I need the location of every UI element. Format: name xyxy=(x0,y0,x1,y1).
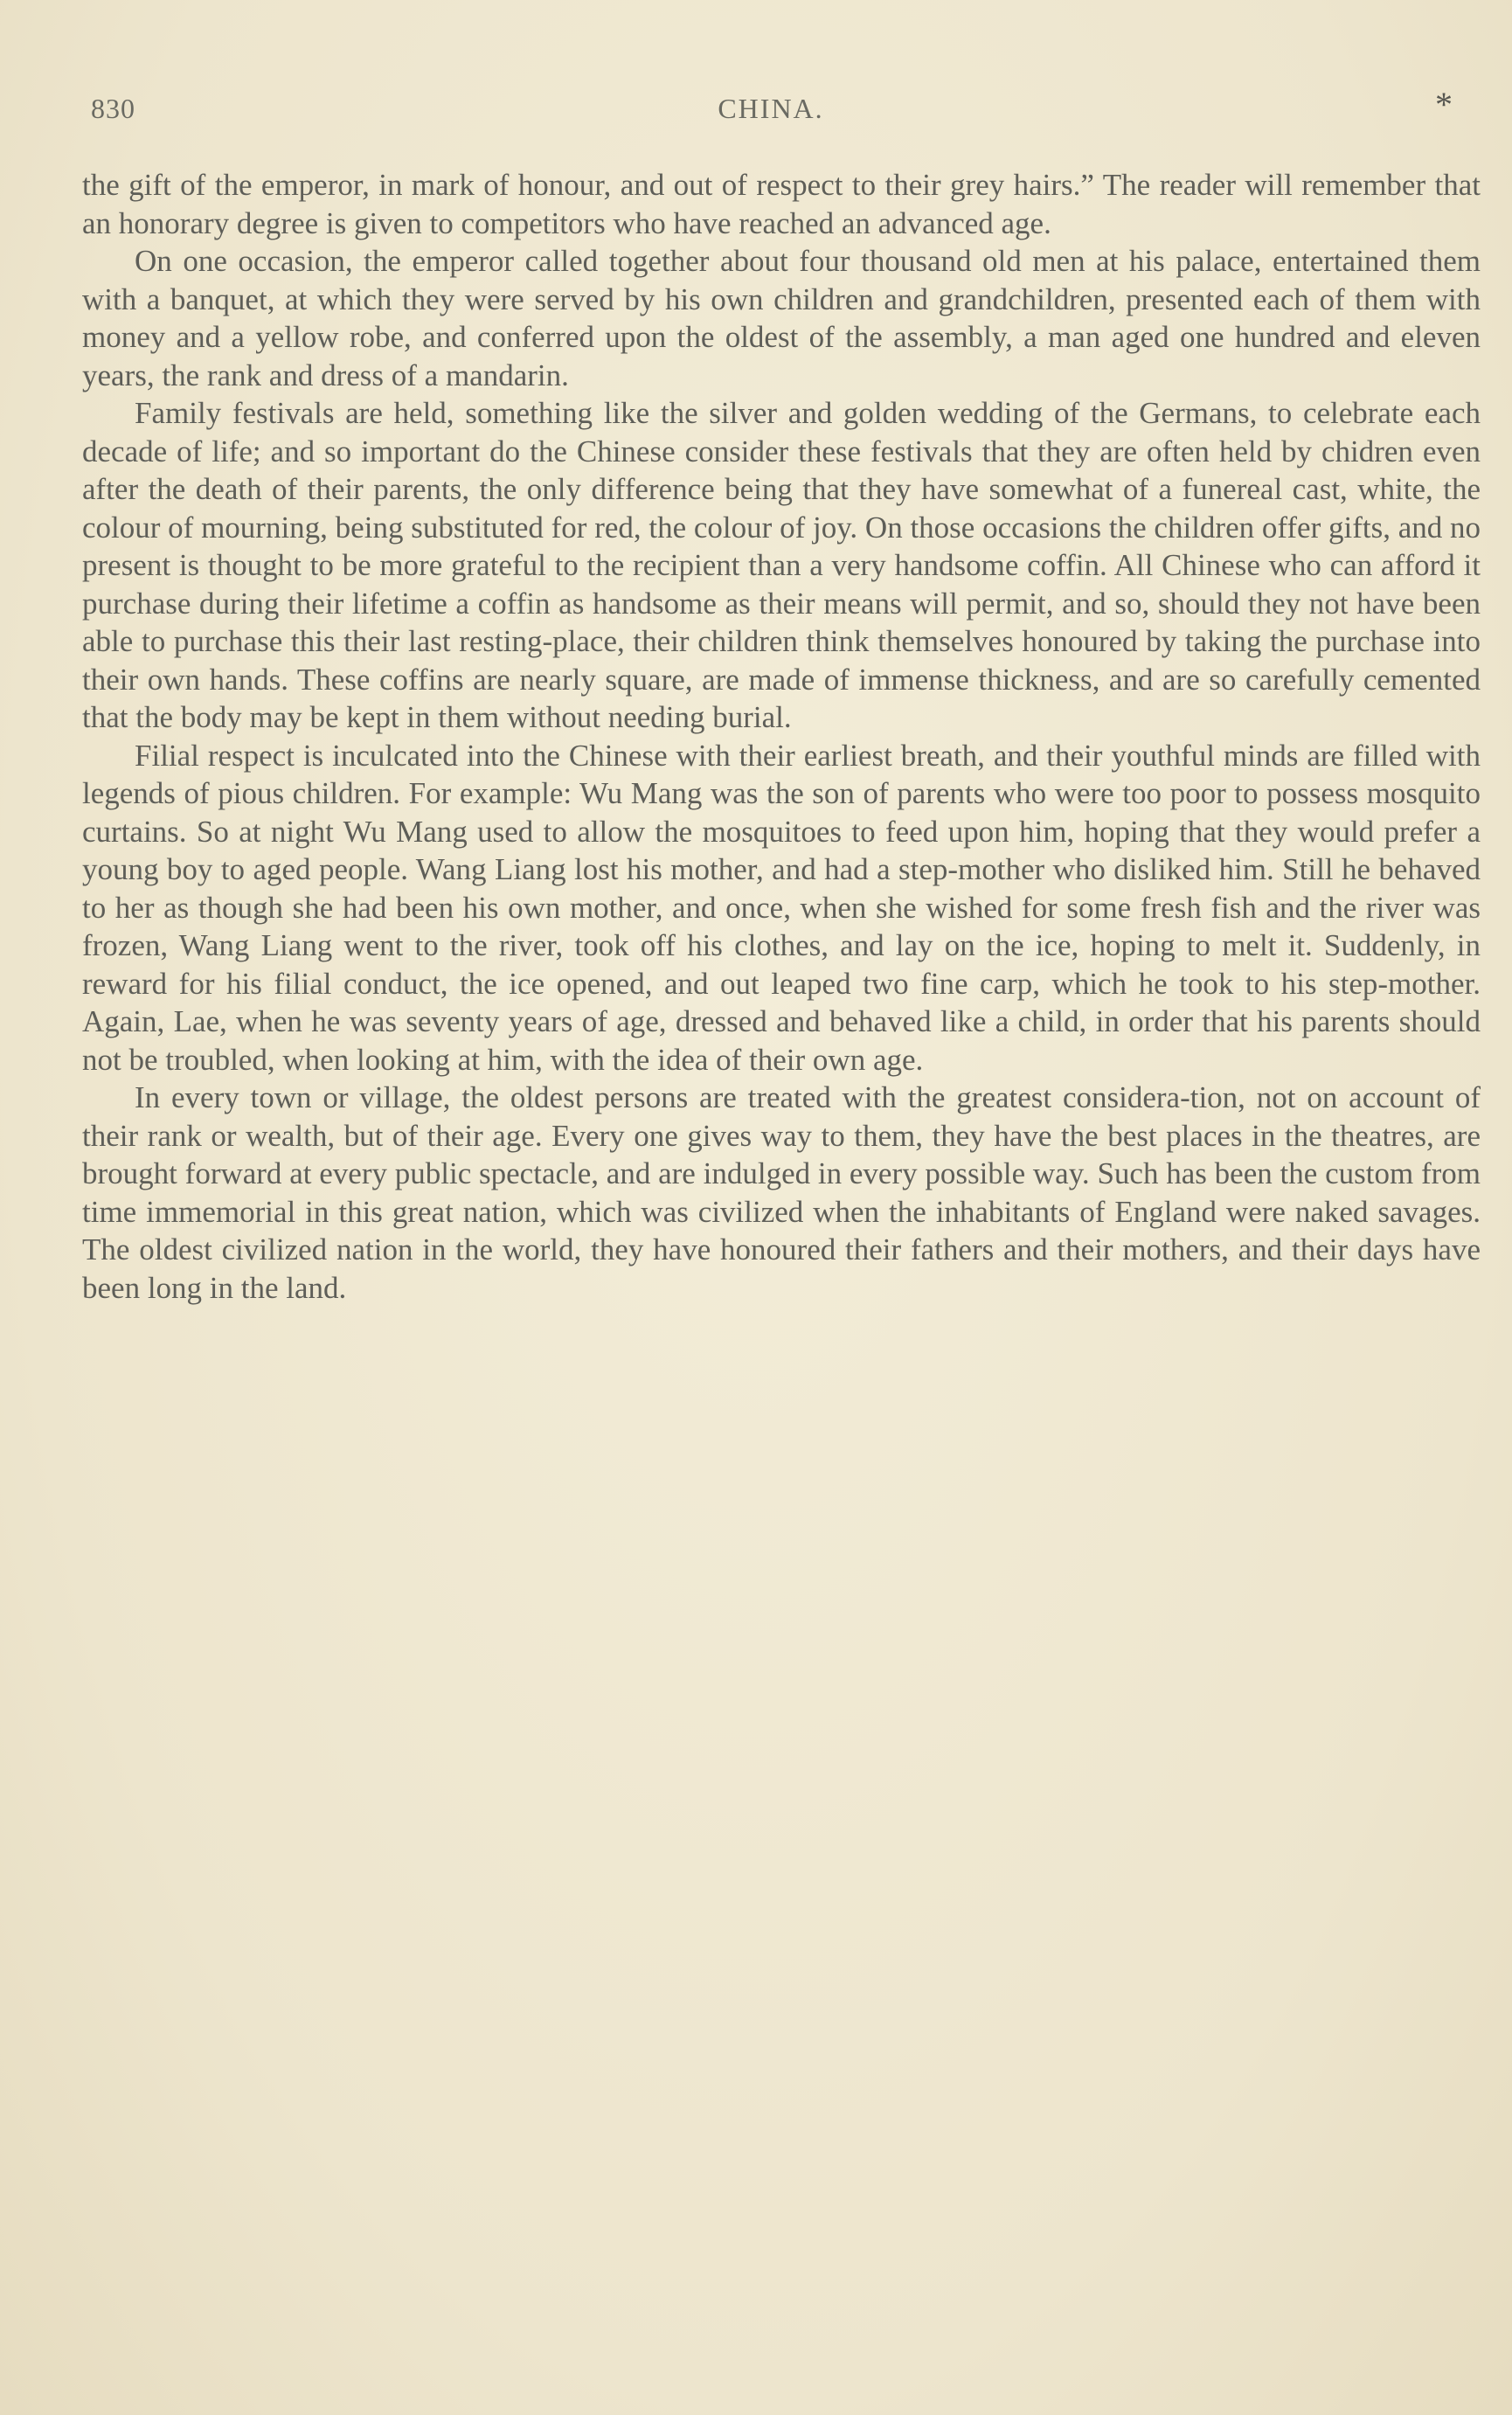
body-text xyxy=(82,166,1481,1307)
asterisk-ornament-icon: * xyxy=(1435,85,1453,124)
running-title: CHINA. xyxy=(718,93,824,124)
paragraph-continuation: the gift of the emperor, in mark of honour, and out of respect to their grey hairs.” The reader will remember that an honorary degree is given to competitors who have reached an advanced age. xyxy=(82,168,1481,240)
paragraph-oldest-persons: In every town or village, the oldest persons are treated with the greatest considera-tion, not on account of their rank or wealth, but of their age. Every one gives way to them, they have the best places in the theatres, are brought forward at every public spectacle, and are indulged in every possible way. Such has been the custom from time immemorial in this great nation, which was civilized when the inhabitants of England were naked savages. The oldest civilized nation in the world, they have honoured their fathers and their mothers, and their days have been long in the land. xyxy=(82,1080,1481,1305)
paragraph-banquet: On one occasion, the emperor called together about four thousand old men at his palace, entertained them with a banquet, at which they were served by his own children and grandchildren, presented each of them with money and a yellow robe, and conferred upon the oldest of the assembly, a man aged one hundred and eleven years, the rank and dress of a mandarin. xyxy=(82,244,1481,392)
paragraph-family-festivals: Family festivals are held, something like the silver and golden wedding of the Germans, to celebrate each decade of life; and so important do the Chinese consider these festivals that they are often held by chidren even after the death of their parents, the only difference being that they have somewhat of a funereal cast, white, the colour of mourning, being substituted for red, the colour of joy. On those occasions the children offer gifts, and no present is thought to be more grateful to the recipient than a very handsome coffin. All Chinese who can afford it purchase during their lifetime a coffin as handsome as their means will permit, and so, should they not have been able to purchase this their last resting-place, their children think themselves honoured by taking the purchase into their own hands. These coffins are nearly square, are made of immense thickness, and are so carefully cemented that the body may be kept in them without needing burial. xyxy=(82,396,1481,734)
page-header xyxy=(84,87,1458,140)
page-number: 830 xyxy=(91,93,135,124)
paragraph-filial-respect: Filial respect is inculcated into the Chinese with their earliest breath, and their youthful minds are filled with legends of pious children. For example: Wu Mang was the son of parents who were too poor to possess mosquito curtains. So at night Wu Mang used to allow the mosquitoes to feed upon him, hoping that they would prefer a young boy to aged people. Wang Liang lost his mother, and had a step-mother who disliked him. Still he behaved to her as though she had been his own mother, and once, when she wished for some fresh fish and the river was frozen, Wang Liang went to the river, took off his clothes, and lay on the ice, hoping to melt it. Suddenly, in reward for his filial conduct, the ice opened, and out leaped two fine carp, which he took to his step-mother. Again, Lae, when he was seventy years of age, dressed and behaved like a child, in order that his parents should not be troubled, when looking at him, with the idea of their own age. xyxy=(82,738,1481,1077)
